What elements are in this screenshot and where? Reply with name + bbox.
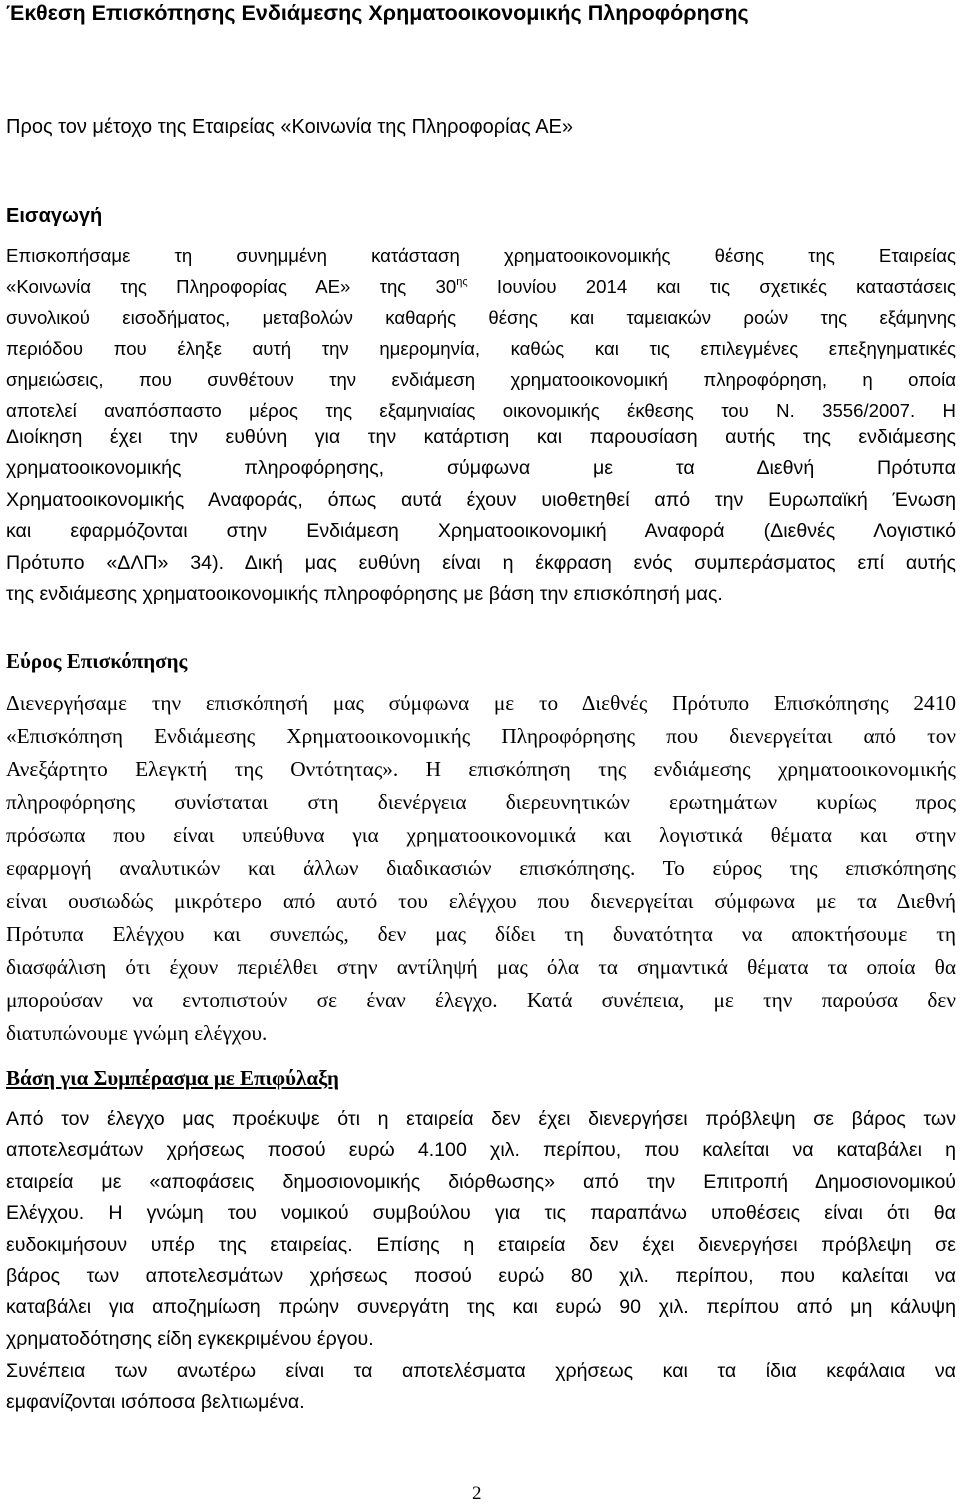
basis-paragraph bbox=[6, 1104, 956, 1355]
text-line: Από τον έλεγχο μας προέκυψε ότι η εταιρεία δεν έχει διενεργήσει πρόβλεψη σε βάρος των bbox=[6, 1108, 956, 1130]
text-line: εφαρμογή αναλυτικών και άλλων διαδικασιών επισκόπησης. Το εύρος της επισκόπησης bbox=[6, 856, 956, 880]
text-line: καταβάλει για αποζημίωση πρώην συνεργάτη της και ευρώ 90 χιλ. περίπου από μη κάλυψη bbox=[6, 1296, 956, 1319]
text-line: αποτελεσμάτων χρήσεως ποσού ευρώ 4.100 χιλ. περίπου, που καλείται να καταβάλει η bbox=[6, 1139, 956, 1162]
text-line: χρηματοοικονομικής πληροφόρησης, σύμφωνα με τα Διεθνή Πρότυπα bbox=[6, 457, 956, 480]
section-heading-introduction: Εισαγωγή bbox=[6, 205, 103, 227]
text-line: Διενεργήσαμε την επισκόπησή μας σύμφωνα με το Διεθνές Πρότυπο Επισκόπησης 2410 bbox=[6, 691, 956, 715]
text-line: Διοίκηση έχει την ευθύνη για την κατάρτιση και παρουσίαση αυτής της ενδιάμεσης bbox=[6, 426, 956, 448]
text-line: πρόσωπα που είναι υπεύθυνα για χρηματοοικονομικά και λογιστικά θέματα και στην bbox=[6, 823, 956, 847]
text-line: διατυπώνουμε γνώμη ελέγχου. bbox=[6, 1021, 268, 1045]
text-line: αποτελεί αναπόσπαστο μέρος της εξαμηνιαίας οικονομικής έκθεσης του Ν. 3556/2007. Η bbox=[6, 400, 956, 421]
page-number: 2 bbox=[472, 1483, 482, 1504]
text-line: χρηματοδότησης είδη εγκεκριμένου έργου. bbox=[6, 1327, 374, 1350]
basis-closing-paragraph bbox=[6, 1356, 956, 1419]
text-line: και εφαρμόζονται στην Ενδιάμεση Χρηματοοικονομική Αναφορά (Διεθνές Λογιστικό bbox=[6, 520, 956, 543]
introduction-paragraph-continued bbox=[6, 422, 956, 610]
addressee-line: Προς τον μέτοχο της Εταιρείας «Κοινωνία της Πληροφορίας ΑΕ» bbox=[6, 116, 574, 138]
text-line: «Επισκόπηση Ενδιάμεσης Χρηματοοικονομικής Πληροφόρησης που διενεργείται από τον bbox=[6, 724, 956, 748]
text-line: Επισκοπήσαμε τη συνημμένη κατάσταση χρηματοοικονομικής θέσης της Εταιρείας bbox=[6, 245, 956, 266]
text-line: της ενδιάμεσης χρηματοοικονομικής πληροφόρησης με βάση την επισκόπησή μας. bbox=[6, 582, 723, 605]
text-line: ευδοκιμήσουν υπέρ της εταιρείας. Επίσης η εταιρεία δεν έχει διενεργήσει πρόβλεψη σε bbox=[6, 1233, 956, 1256]
text-line: βάρος των αποτελεσμάτων χρήσεως ποσού ευρώ 80 χιλ. περίπου, που καλείται να bbox=[6, 1264, 956, 1287]
text-line: πληροφόρησης συνίσταται στη διενέργεια διερευνητικών ερωτημάτων κυρίως προς bbox=[6, 790, 956, 814]
text-line: διασφάλιση ότι έχουν περιέλθει στην αντίληψή μας όλα τα σημαντικά θέματα τα οποία θα bbox=[6, 955, 956, 979]
introduction-paragraph bbox=[6, 240, 956, 426]
text-line: σημειώσεις, που συνθέτουν την ενδιάμεση χρηματοοικονομική πληροφόρηση, η οποία bbox=[6, 369, 956, 390]
text-line: συνολικού εισοδήματος, μεταβολών καθαρής θέσης και ταμειακών ροών της εξάμηνης bbox=[6, 307, 956, 328]
text-line: εταιρεία με «αποφάσεις δημοσιονομικής διόρθωσης» από την Επιτροπή Δημοσιονομικού bbox=[6, 1170, 956, 1193]
text-line: Ανεξάρτητο Ελεγκτή της Οντότητας». Η επισκόπηση της ενδιάμεσης χρηματοοικονομικής bbox=[6, 757, 956, 781]
text-line: Χρηματοοικονομικής Αναφοράς, όπως αυτά έχουν υιοθετηθεί από την Ευρωπαϊκή Ένωση bbox=[6, 488, 956, 511]
text-line: Πρότυπο «ΔΛΠ» 34). Δική μας ευθύνη είναι η έκφραση ενός συμπεράσματος επί αυτής bbox=[6, 551, 956, 574]
section-heading-basis: Βάση για Συμπέρασμα με Επιφύλαξη bbox=[6, 1066, 339, 1090]
scope-paragraph bbox=[6, 687, 956, 1050]
text-line: Ελέγχου. Η γνώμη του νομικού συμβούλου για τις παραπάνω υποθέσεις είναι ότι θα bbox=[6, 1202, 956, 1225]
text-line: Συνέπεια των ανωτέρω είναι τα αποτελέσματα χρήσεως και τα ίδια κεφάλαια να bbox=[6, 1360, 956, 1382]
text-line: περιόδου που έληξε αυτή την ημερομηνία, καθώς και τις επιλεγμένες επεξηγηματικές bbox=[6, 338, 956, 359]
text-line: «Κοινωνία της Πληροφορίας ΑΕ» της $30^{\eta\varsigma}$ Ιουνίου 2014 και τις σχετικές καταστάσεις bbox=[6, 276, 956, 297]
text-line: εμφανίζονται ισόποσα βελτιωμένα. bbox=[6, 1391, 305, 1414]
text-line: Πρότυπα Ελέγχου και συνεπώς, δεν μας δίδει τη δυνατότητα να αποκτήσουμε τη bbox=[6, 922, 956, 946]
section-heading-scope: Εύρος Επισκόπησης bbox=[6, 649, 188, 673]
text-line: μπορούσαν να εντοπιστούν σε έναν έλεγχο. Κατά συνέπεια, με την παρούσα δεν bbox=[6, 988, 956, 1012]
document-title: Έκθεση Επισκόπησης Ενδιάμεσης Χρηματοοικονομικής Πληροφόρησης bbox=[6, 1, 749, 25]
text-line: είναι ουσιωδώς μικρότερο από αυτό του ελέγχου που διενεργείται σύμφωνα με τα Διεθνή bbox=[6, 889, 956, 913]
